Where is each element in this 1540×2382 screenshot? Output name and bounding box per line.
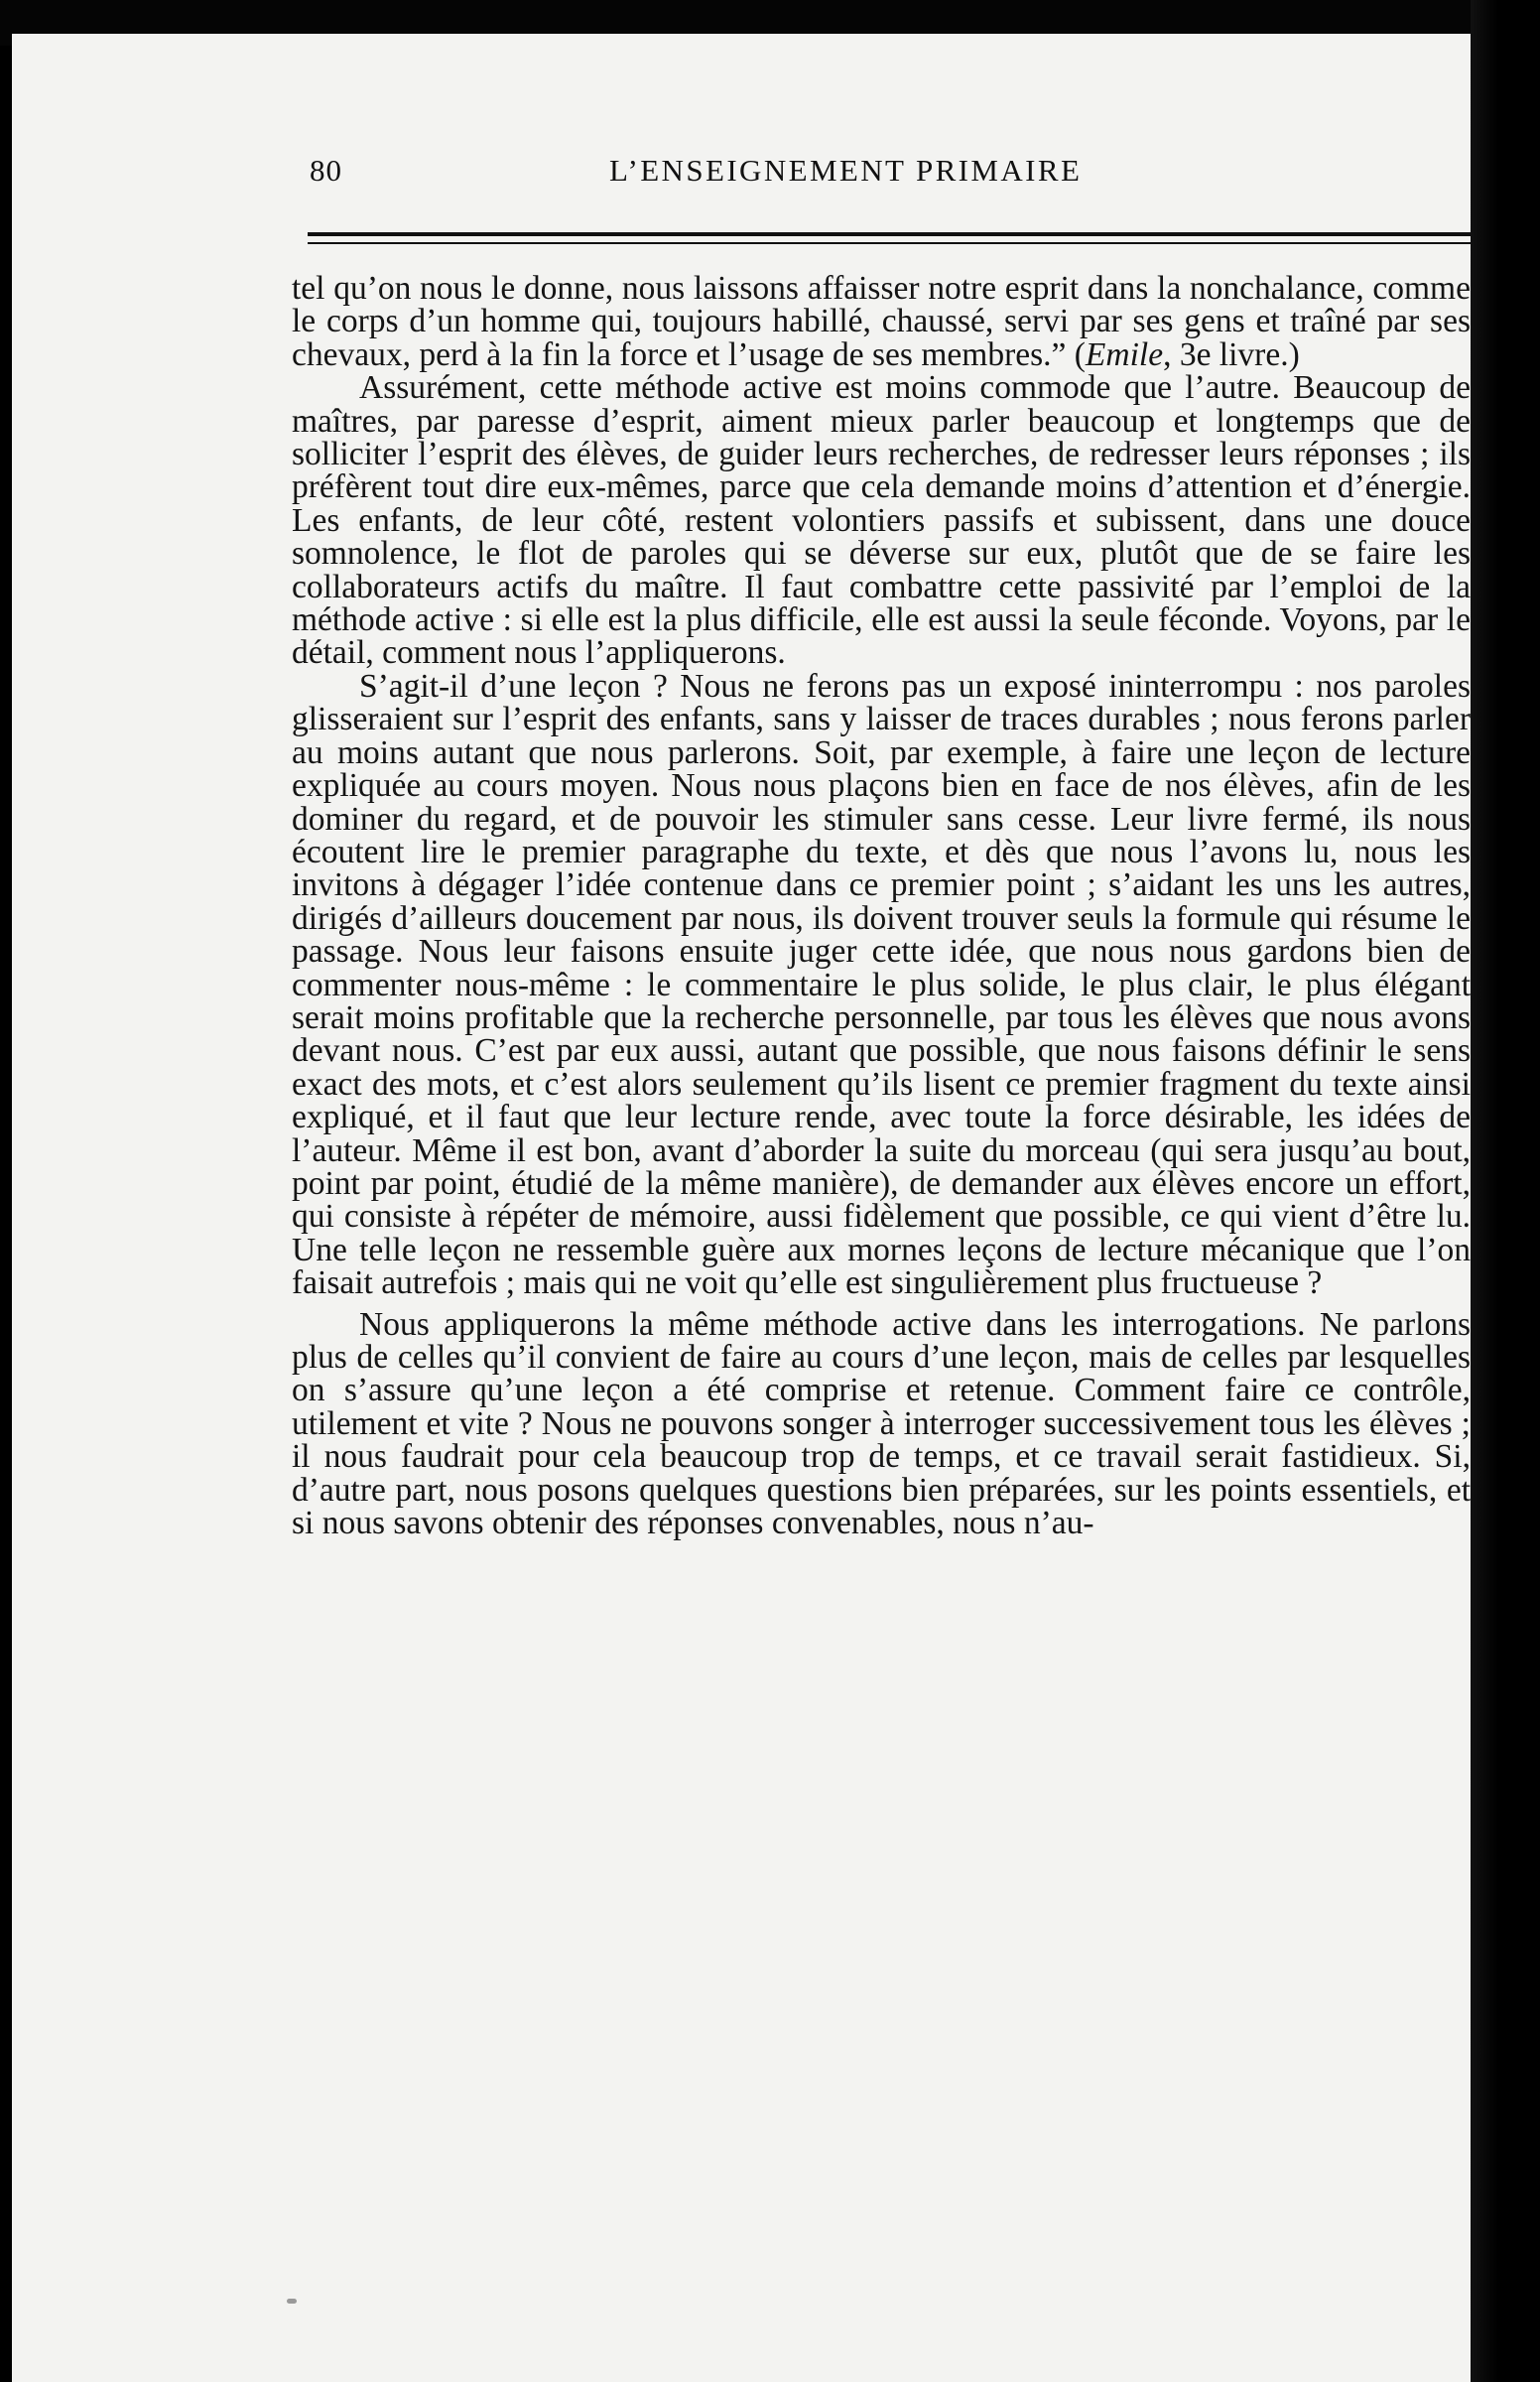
body-text [292, 270, 1471, 1542]
page-content [280, 153, 1471, 1542]
header-rule-thin [308, 242, 1480, 244]
page-number: 80 [310, 153, 342, 188]
scan-speck [287, 2299, 297, 2304]
paragraph-interrogations: Nous appliquerons la même méthode active dans les interrogations. Ne parlons plus de celles qu’il convient de faire au cours d’une leçon, mais de celles par lesquelles on s’assure qu’une leçon a été comprise et retenue. Comment faire ce contrôle, utilement et vite ? Nous ne pouvons songer à interroger successivement tous les élèves ; il nous faudrait pour cela beaucoup trop de temps, et ce travail serait fastidieux. Si, d’autre part, nous posons quelques questions bien préparées, sur les points essentiels, et si nous savons obtenir des réponses convenables, nous n’au- [292, 1305, 1471, 1542]
citation-work-title: Emile [1085, 335, 1164, 373]
citation-detail: , 3e livre.) [1163, 335, 1300, 373]
quote-text: tel qu’on nous le donne, nous laissons affaisser notre esprit dans la nonchalance, comme le corps d’un homme qui, toujours habillé, chaussé, servi par ses gens et traîné par ses chevaux, perd à la fin la force et l’usage de ses membres.” ( [292, 270, 1471, 373]
running-header [280, 153, 1471, 208]
book-page [12, 34, 1473, 2382]
paragraph-continued-quote [292, 272, 1471, 371]
paragraph-active-method: Assurément, cette méthode active est moins commode que l’autre. Beaucoup de maîtres, par paresse d’esprit, aiment mieux parler beaucoup et longtemps que de solliciter l’esprit des élèves, de guider leurs recherches, de redresser leurs réponses ; ils préfèrent tout dire eux-mêmes, parce que cela demande moins d’attention et d’énergie. Les enfants, de leur côté, restent volontiers passifs et subissent, dans une douce somnolence, le flot de paroles qui se déverse sur eux, plutôt que de se faire les collaborateurs actifs du maître. Il faut combattre cette passivité par l’emploi de la méthode active : si elle est la plus difficile, elle est aussi la seule féconde. Voyons, par le détail, comment nous l’appliquerons. [292, 369, 1471, 672]
paragraph-lesson-example: S’agit-il d’une leçon ? Nous ne ferons pas un exposé ininterrompu : nos paroles glisseraient sur l’esprit des enfants, sans y laisser de traces durables ; nous ferons parler au moins autant que nous parlerons. Soit, par exemple, à faire une leçon de lecture expliquée au cours moyen. Nous nous plaçons bien en face de nos élèves, afin de les dominer du regard, et de pouvoir les stimuler sans cesse. Leur livre fermé, ils nous écoutent lire le premier paragraphe du texte, et dès que nous l’avons lu, nous les invitons à dégager l’idée contenue dans ce premier point ; s’aidant les uns les autres, dirigés d’ailleurs doucement par nous, ils doivent trouver seuls la formule qui résume le passage. Nous leur faisons ensuite juger cette idée, que nous nous gardons bien de commenter nous-même : le commentaire le plus solide, le plus clair, le plus élégant serait moins profitable que la recherche personnelle, par tous les élèves que nous avons devant nous. C’est par eux aussi, autant que possible, que nous faisons définir le sens exact des mots, et c’est alors seulement qu’ils lisent ce premier fragment du texte ainsi expliqué, et il faut que leur lecture rende, avec toute la force désirable, les idées de l’auteur. Même il est bon, avant d’aborder la suite du morceau (qui sera jusqu’au bout, point par point, étudié de la même manière), de demander aux élèves encore un effort, qui consiste à répéter de mémoire, aussi fidèlement que possible, ce qui vient d’être lu. Une telle leçon ne ressemble guère aux mornes leçons de lecture mécanique que l’on faisait autrefois ; mais qui ne voit qu’elle est singulièrement plus fructueuse ? [292, 667, 1471, 1302]
scan-border-right [1471, 0, 1540, 2382]
running-title: L’ENSEIGNEMENT PRIMAIRE [609, 153, 1083, 188]
header-rule-thick [308, 232, 1480, 236]
